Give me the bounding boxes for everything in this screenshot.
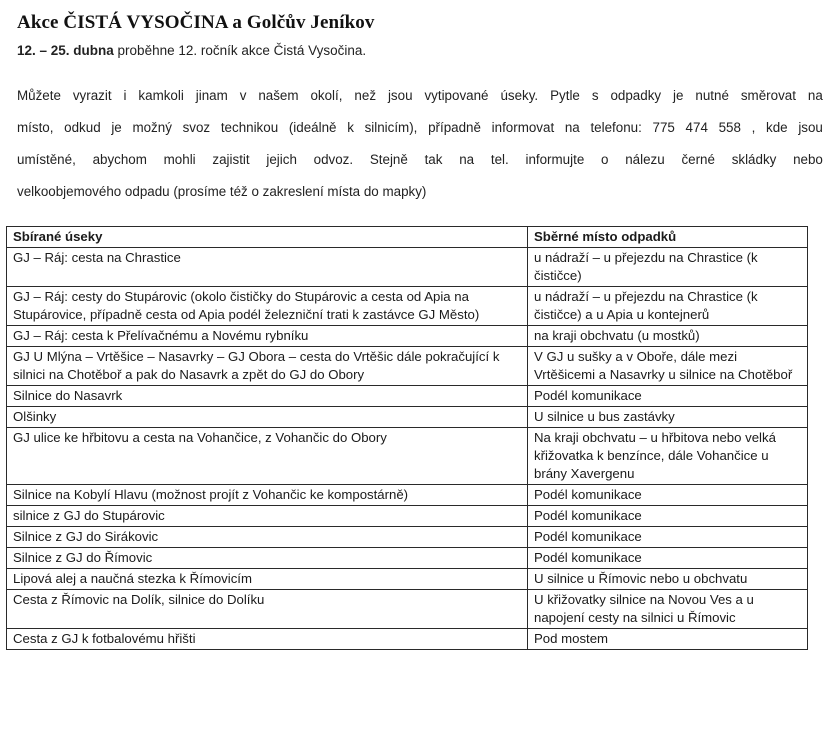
- collection-point-cell: Podél komunikace: [528, 548, 808, 569]
- paragraph-word: jsou: [798, 120, 823, 135]
- paragraph-line: velkoobjemového odpadu (prosíme též o zakreslení místa do mapky): [17, 184, 427, 199]
- table-row: [7, 506, 808, 527]
- paragraph-word: případně: [428, 120, 481, 135]
- paragraph-word: místo,: [17, 120, 54, 135]
- paragraph-word: než: [354, 88, 377, 103]
- table-body: [7, 248, 808, 650]
- paragraph-word: kde: [766, 120, 788, 135]
- collection-point-cell: U křižovatky silnice na Novou Ves a u napojení cesty na silnici u Římovic: [528, 590, 808, 629]
- section-cell: silnice z GJ do Stupárovic: [7, 506, 528, 527]
- paragraph-word: Stejně: [369, 152, 408, 167]
- section-cell: Cesta z Římovic na Dolík, silnice do Dolíku: [7, 590, 528, 629]
- section-cell: GJ U Mlýna – Vrtěšice – Nasavrky – GJ Obora – cesta do Vrtěšic dále pokračující k silnici na Chotěboř a pak do Nasavrk a zpět do GJ do Obory: [7, 347, 528, 386]
- paragraph-word: k: [347, 120, 354, 135]
- paragraph-word: abychom: [92, 152, 147, 167]
- table-row: [7, 590, 808, 629]
- collection-point-cell: u nádraží – u přejezdu na Chrastice (k čističce) a u Apia u kontejnerů: [528, 287, 808, 326]
- paragraph-word: 775: [652, 120, 675, 135]
- paragraph-word: úseky.: [500, 88, 539, 103]
- paragraph-word: silnicím),: [364, 120, 418, 135]
- paragraph-word: jsou: [387, 88, 413, 103]
- paragraph-word: o: [601, 152, 609, 167]
- section-cell: GJ – Ráj: cesta k Přelívačnému a Novému rybníku: [7, 326, 528, 347]
- table-row: [7, 485, 808, 506]
- document-subtitle: [17, 43, 366, 58]
- paragraph-line: [17, 80, 823, 112]
- section-cell: Silnice z GJ do Římovic: [7, 548, 528, 569]
- section-cell: Lipová alej a naučná stezka k Římovicím: [7, 569, 528, 590]
- paragraph-word: informovat: [491, 120, 555, 135]
- paragraph-word: tak: [424, 152, 443, 167]
- paragraph-word: jejich: [266, 152, 297, 167]
- paragraph-word: i: [123, 88, 127, 103]
- table-row: [7, 347, 808, 386]
- collection-point-cell: Podél komunikace: [528, 485, 808, 506]
- paragraph-word: kamkoli: [138, 88, 184, 103]
- collection-point-cell: Podél komunikace: [528, 386, 808, 407]
- table-header-row: [7, 227, 808, 248]
- table-row: [7, 548, 808, 569]
- paragraph-word: směrovat: [740, 88, 796, 103]
- paragraph-word: odvoz.: [313, 152, 354, 167]
- header-collection-point: Sběrné místo odpadků: [528, 227, 808, 248]
- paragraph-word: vyrazit: [72, 88, 112, 103]
- paragraph-word: ,: [751, 120, 756, 135]
- paragraph-word: 474: [685, 120, 708, 135]
- paragraph-line: [17, 144, 823, 176]
- paragraph-word: svoz: [182, 120, 211, 135]
- intro-paragraph: [17, 80, 823, 208]
- section-cell: GJ ulice ke hřbitovu a cesta na Vohančice, z Vohančic do Obory: [7, 428, 528, 485]
- paragraph-word: okolí,: [310, 88, 343, 103]
- paragraph-word: jinam: [195, 88, 228, 103]
- paragraph-word: na: [807, 88, 823, 103]
- collection-point-cell: Podél komunikace: [528, 506, 808, 527]
- paragraph-word: nebo: [793, 152, 823, 167]
- subtitle-dates: 12. – 25. dubna: [17, 43, 114, 58]
- paragraph-word: Pytle: [550, 88, 580, 103]
- section-cell: Olšinky: [7, 407, 528, 428]
- collection-point-cell: na kraji obchvatu (u mostků): [528, 326, 808, 347]
- paragraph-word: mohli: [163, 152, 196, 167]
- table-row: [7, 326, 808, 347]
- collection-sections-table: [6, 226, 808, 650]
- table-row: [7, 248, 808, 287]
- collection-point-cell: U silnice u Římovic nebo u obchvatu: [528, 569, 808, 590]
- paragraph-word: na: [459, 152, 475, 167]
- collection-point-cell: u nádraží – u přejezdu na Chrastice (k čističce): [528, 248, 808, 287]
- section-cell: Silnice na Kobylí Hlavu (možnost projít z Vohančic ke kompostárně): [7, 485, 528, 506]
- paragraph-word: telefonu:: [590, 120, 642, 135]
- paragraph-word: vytipované: [424, 88, 489, 103]
- collection-point-cell: U silnice u bus zastávky: [528, 407, 808, 428]
- paragraph-word: černé: [681, 152, 715, 167]
- paragraph-word: našem: [258, 88, 299, 103]
- table-row: [7, 407, 808, 428]
- section-cell: Silnice z GJ do Sirákovic: [7, 527, 528, 548]
- section-cell: GJ – Ráj: cesty do Stupárovic (okolo čističky do Stupárovic a cesta od Apia na Stupárovice, případně cesta od Apia podél železniční trati k zastávce GJ Město): [7, 287, 528, 326]
- collection-point-cell: Na kraji obchvatu – u hřbitova nebo velká křižovatka k benzínce, dále Vohančice u brány Xavergenu: [528, 428, 808, 485]
- table-row: [7, 629, 808, 650]
- table-row: [7, 527, 808, 548]
- document-title: Akce ČISTÁ VYSOČINA a Golčův Jeníkov: [17, 12, 375, 33]
- paragraph-word: informujte: [525, 152, 585, 167]
- paragraph-word: v: [239, 88, 247, 103]
- collection-point-cell: Pod mostem: [528, 629, 808, 650]
- paragraph-word: tel.: [490, 152, 509, 167]
- paragraph-word: umístěné,: [17, 152, 76, 167]
- paragraph-word: nutné: [695, 88, 729, 103]
- table-row: [7, 569, 808, 590]
- paragraph-line: [17, 112, 823, 144]
- header-sections: Sbírané úseky: [7, 227, 528, 248]
- section-cell: GJ – Ráj: cesta na Chrastice: [7, 248, 528, 287]
- collection-point-cell: Podél komunikace: [528, 527, 808, 548]
- paragraph-word: odkud: [64, 120, 101, 135]
- paragraph-word: 558: [718, 120, 741, 135]
- paragraph-word: je: [673, 88, 684, 103]
- paragraph-word: možný: [132, 120, 172, 135]
- paragraph-word: odpadky: [610, 88, 662, 103]
- paragraph-word: technikou: [220, 120, 279, 135]
- section-cell: Cesta z GJ k fotbalovému hřišti: [7, 629, 528, 650]
- table-row: [7, 428, 808, 485]
- table-row: [7, 386, 808, 407]
- paragraph-word: na: [564, 120, 580, 135]
- paragraph-word: je: [111, 120, 122, 135]
- paragraph-word: zajistit: [212, 152, 250, 167]
- collection-point-cell: V GJ u sušky a v Oboře, dále mezi Vrtěšicemi a Nasavrky u silnice na Chotěboř: [528, 347, 808, 386]
- subtitle-text: proběhne 12. ročník akce Čistá Vysočina.: [113, 43, 367, 58]
- paragraph-word: Můžete: [17, 88, 61, 103]
- table-row: [7, 287, 808, 326]
- section-cell: Silnice do Nasavrk: [7, 386, 528, 407]
- paragraph-word: nálezu: [625, 152, 665, 167]
- paragraph-word: s: [591, 88, 599, 103]
- paragraph-word: skládky: [731, 152, 777, 167]
- paragraph-word: (ideálně: [288, 120, 337, 135]
